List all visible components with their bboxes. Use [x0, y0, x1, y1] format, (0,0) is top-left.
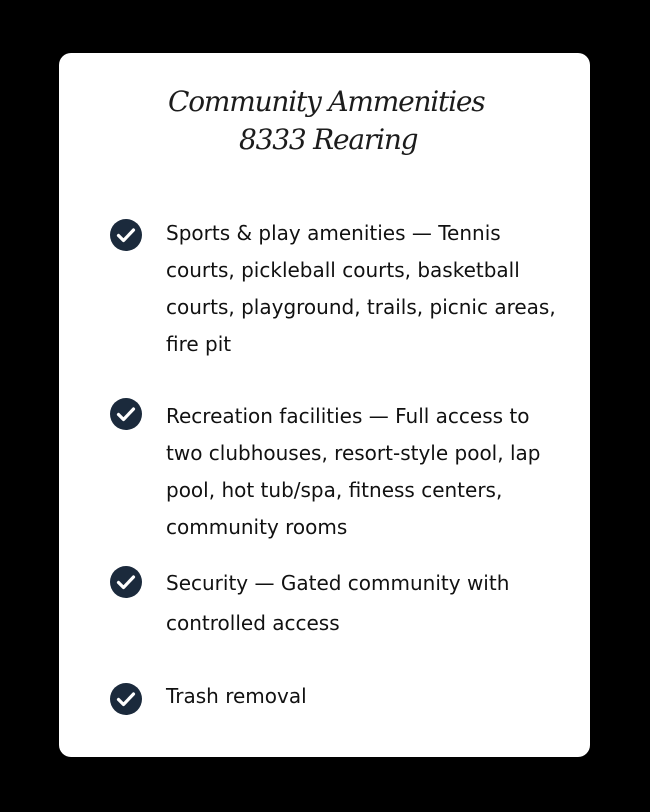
check-circle-icon [109, 397, 143, 431]
list-item-text: Sports & play amenities — Tennis courts, pickleball courts, basketball courts, playground, trails, picnic areas, fire pit [166, 221, 556, 356]
check-circle-icon [109, 565, 143, 599]
list-item-text: Recreation facilities — Full access to two clubhouses, resort-style pool, lap pool, hot tub/spa, fitness centers, community rooms [166, 404, 541, 539]
check-circle-icon [109, 682, 143, 716]
list-item-text: Trash removal [166, 684, 307, 708]
amenities-card [59, 53, 590, 757]
title-line-1: Community Ammenities [168, 85, 485, 118]
title-line-2: 8333 Rearing [239, 123, 418, 156]
check-circle-icon [109, 218, 143, 252]
list-item-text: Security — Gated community with controlled access [166, 571, 510, 635]
